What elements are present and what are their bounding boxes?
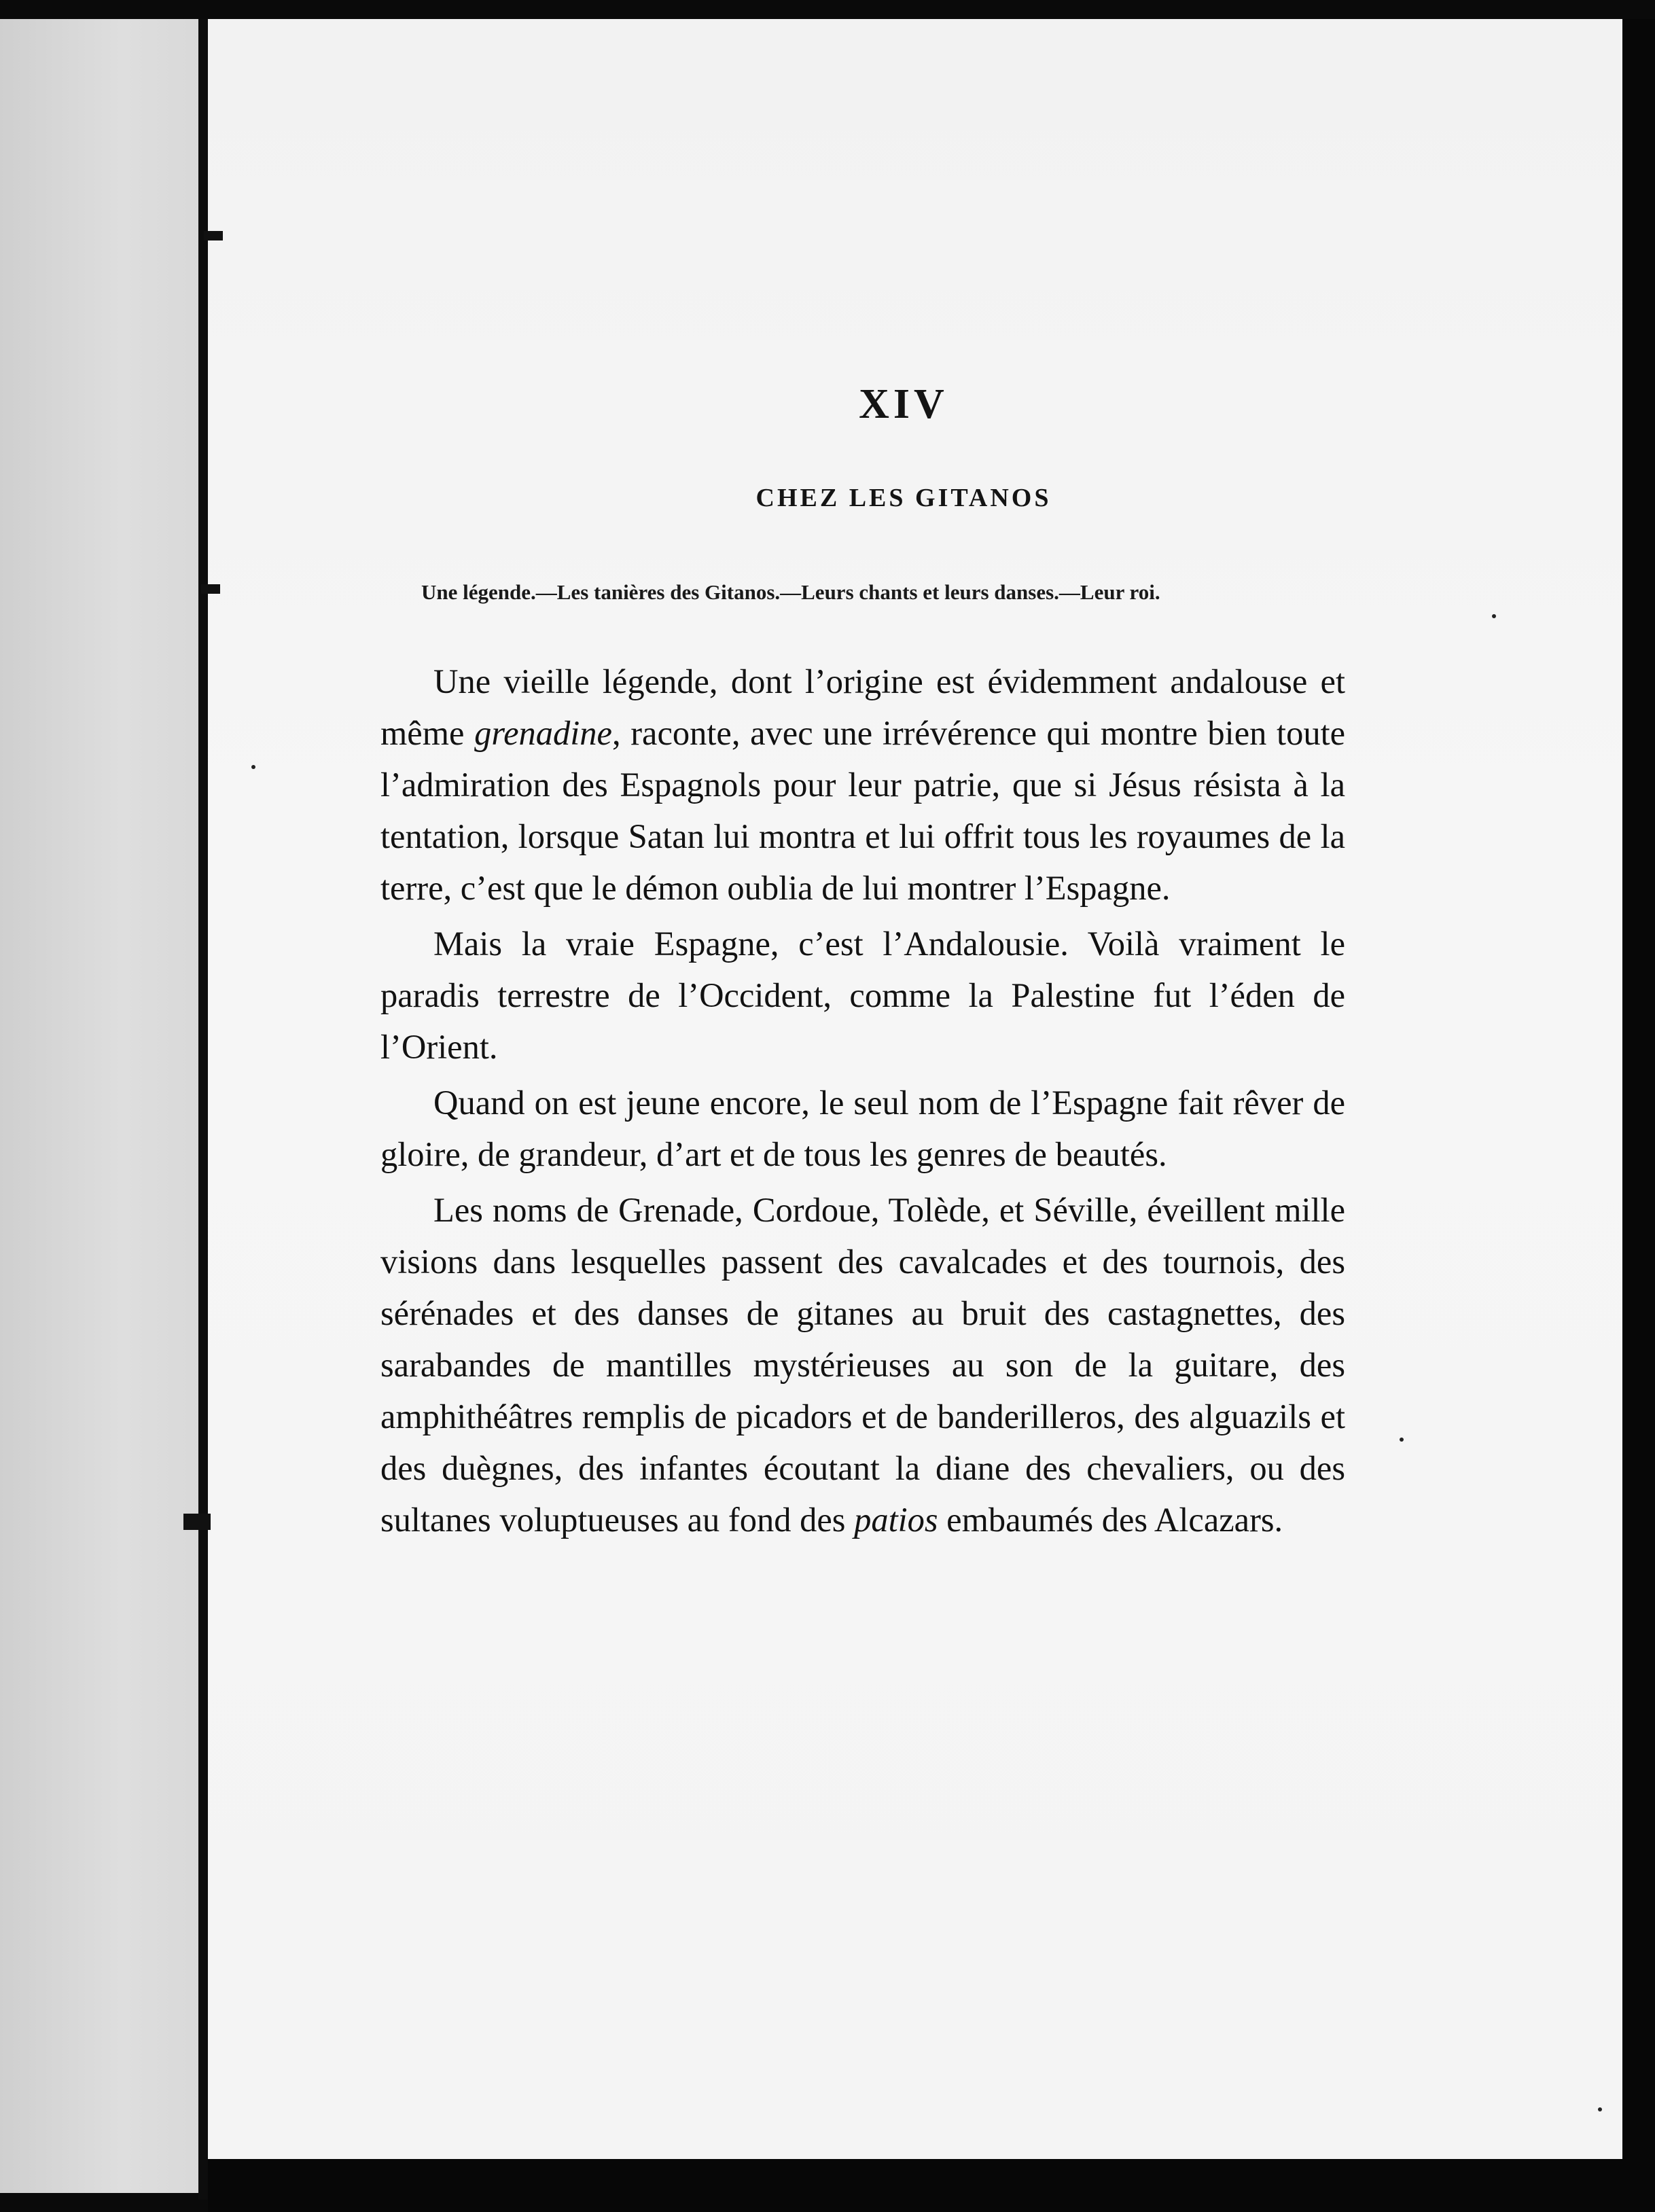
speck: [1400, 1438, 1404, 1442]
speck: [251, 765, 255, 769]
chapter-number: XIV: [859, 381, 948, 427]
page-right-edge: [1622, 19, 1655, 2212]
binding-stitch: [201, 584, 220, 594]
paragraph: Une vieille légende, dont l’origine est évidemment andalouse et même grenadine, raconte, avec une irrévérence qui montre bien toute l’admiration des Espagnols pour leur patrie, que si Jésus résista à la tentation, lorsque Satan lui montra et lui offrit tous les royaumes de la terre, c’est que le démon oublia de lui montrer l’Espagne.: [380, 662, 1346, 907]
speck: [1598, 2107, 1602, 2111]
binding-stitch: [204, 231, 223, 240]
previous-page-edge: [0, 19, 204, 2193]
binding-stitch: [183, 1514, 211, 1530]
paragraph: Quand on est jeune encore, le seul nom de l’Espagne fait rêver de gloire, de grandeur, d’art et de tous les genres de beautés.: [380, 1084, 1345, 1173]
page-content: [380, 380, 1345, 1550]
chapter-title: CHEZ LES GITANOS: [755, 484, 1052, 512]
paragraph: Les noms de Grenade, Cordoue, Tolède, et Séville, éveillent mille visions dans lesquelles passent des cavalcades et des tournois, des sérénades et des danses de gitanes au bruit des castagnettes, des sarabandes de mantilles mystérieuses au son de la guitare, des amphithéâtres remplis de picadors et de banderilleros, des alguazils et des duègnes, des infantes écoutant la diane des chevaliers, ou des sultanes voluptueuses au fond des patios embaumés des Alcazars.: [380, 1191, 1345, 1539]
chapter-summary: Une légende.—Les tanières des Gitanos.—Leurs chants et leurs danses.—Leur roi.: [421, 580, 1160, 604]
paragraph: Mais la vraie Espagne, c’est l’Andalousie. Voilà vraiment le paradis terrestre de l’Occident, comme la Palestine fut l’éden de l’Orient.: [380, 925, 1345, 1066]
speck: [1492, 614, 1496, 618]
page-bottom-edge: [208, 2159, 1655, 2212]
binding-spine: [198, 19, 208, 2200]
